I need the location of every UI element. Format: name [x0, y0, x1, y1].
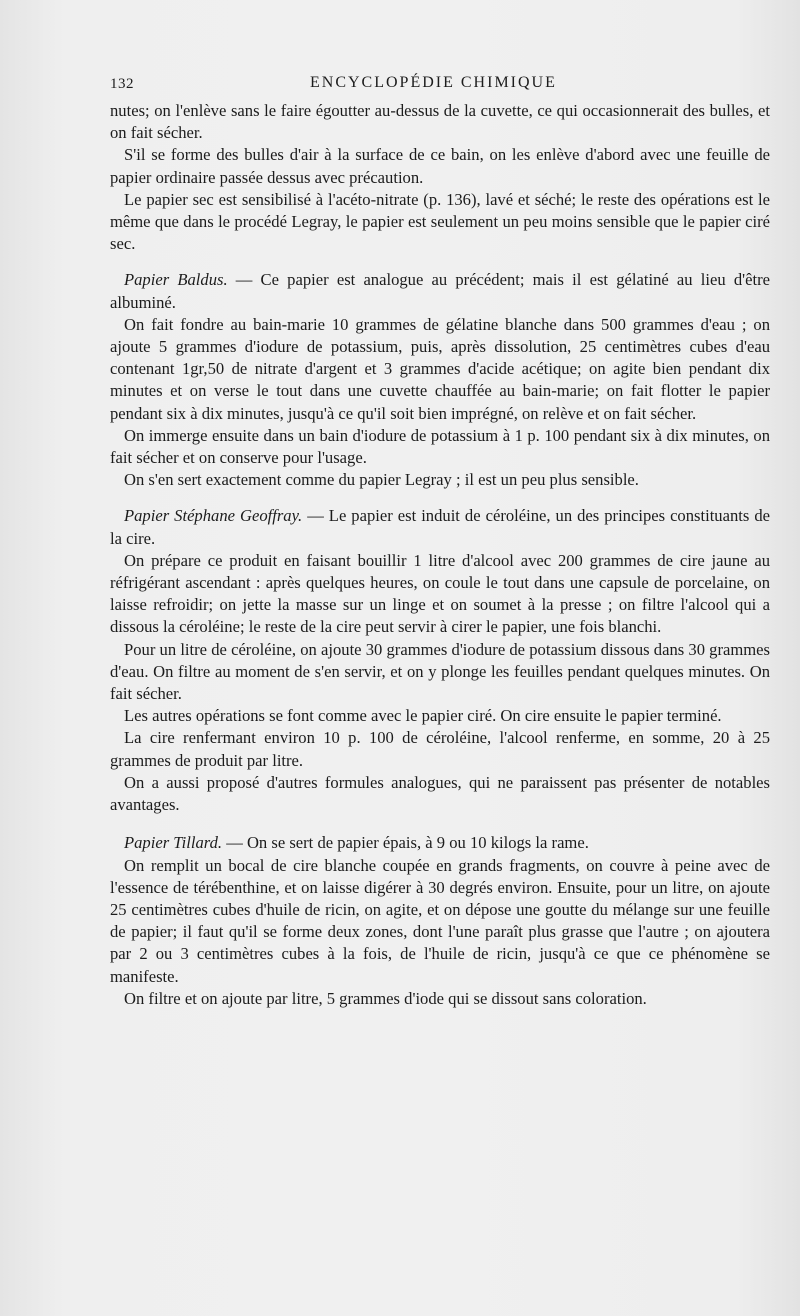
paragraph — [110, 705, 770, 727]
paragraph-text: — On se sert de papier épais, à 9 ou 10 kilogs la rame. — [222, 833, 589, 853]
paragraph — [110, 469, 770, 491]
paragraph — [110, 314, 770, 425]
page-header — [110, 62, 770, 92]
paragraph — [110, 425, 770, 469]
paragraph — [110, 988, 770, 1010]
section-title: Papier Stéphane Geoffray. — [124, 506, 303, 526]
paragraph — [110, 189, 770, 256]
section-title: Papier Tillard. — [124, 833, 223, 853]
page-number: 132 — [110, 76, 134, 92]
paragraph — [110, 100, 770, 144]
paragraph-text: nutes; on l'enlève sans le faire égoutter au-dessus de la cuvette, ce qui occasionnerait des bulles, et on fait sécher. — [110, 101, 770, 143]
paragraph — [110, 772, 770, 816]
paragraph-text: Pour un litre de céroléine, on ajoute 30 grammes d'iodure de potassium dissous dans 30 grammes d'eau. On filtre au moment de s'en servir, et on y plonge les feuilles pendant quelques minutes. On fait sécher. — [110, 639, 770, 704]
section-paragraph — [110, 832, 770, 854]
paragraph-text: — Ce papier est analogue au précédent; mais il est gélatiné au lieu d'être albuminé. — [110, 270, 770, 312]
paragraph-text: La cire renfermant environ 10 p. 100 de céroléine, l'alcool renferme, en somme, 20 à 25 grammes de produit par litre. — [110, 728, 770, 770]
paragraph-text: On remplit un bocal de cire blanche coupée en grands fragments, on couvre à peine avec de l'essence de térébenthine, et on laisse digérer à 30 degrés environ. Ensuite, pour un litre, on ajoute 25 centimètres cubes d'huile de ricin, on agite, et on dépose une goutte du mélange sur une feuille de papier; il faut qu'il se forme deux zones, dont l'une paraît plus grasse que l'autre ; on ajoutera par 2 ou 3 centimètres cubes à la fois, de l'huile de ricin, jusqu'à ce que ce phénomène se manifeste. — [110, 855, 770, 986]
paragraph-text: Le papier sec est sensibilisé à l'acéto-nitrate (p. 136), lavé et séché; le reste des opérations est le même que dans le procédé Legray, le papier est seulement un peu moins sensible que le papier ciré sec. — [110, 189, 770, 254]
paragraph-text: On immerge ensuite dans un bain d'iodure de potassium à 1 p. 100 pendant six à dix minutes, on fait sécher et on conserve pour l'usage. — [110, 425, 770, 468]
section-paragraph — [110, 269, 770, 313]
running-title: ENCYCLOPÉDIE CHIMIQUE — [310, 74, 557, 91]
paragraph-text: On fait fondre au bain-marie 10 grammes de gélatine blanche dans 500 grammes d'eau ; on ajoute 5 grammes d'iodure de potassium, puis, après dissolution, 25 centimètres cubes d'eau contenant 1gr,50 de nitrate d'argent et 3 grammes d'acide acétique; on agite bien pendant dix minutes et on verse le tout dans une cuvette chauffée au bain-marie; on fait flotter le papier pendant six à dix minutes, jusqu'à ce qu'il soit bien imprégné, on relève et on fait sécher. — [110, 314, 770, 423]
paragraph-text: On a aussi proposé d'autres formules analogues, qui ne paraissent pas présenter de notables avantages. — [110, 772, 770, 815]
paragraph-text: On s'en sert exactement comme du papier Legray ; il est un peu plus sensible. — [124, 470, 639, 490]
paragraph — [110, 639, 770, 706]
body-text — [110, 100, 770, 1010]
paragraph — [110, 855, 770, 988]
paragraph — [110, 144, 770, 188]
paragraph — [110, 727, 770, 771]
paragraph-text: On filtre et on ajoute par litre, 5 grammes d'iode qui se dissout sans coloration. — [124, 988, 647, 1008]
paragraph-text: — Le papier est induit de céroléine, un des principes constituants de la cire. — [110, 506, 771, 548]
section-title: Papier Baldus. — [124, 270, 228, 290]
paragraph-text: Les autres opérations se font comme avec le papier ciré. On cire ensuite le papier terminé. — [124, 706, 722, 726]
section-paragraph — [110, 505, 770, 549]
paragraph-text: S'il se forme des bulles d'air à la surface de ce bain, on les enlève d'abord avec une feuille de papier ordinaire passée dessus avec précaution. — [110, 145, 770, 187]
paragraph — [110, 550, 770, 639]
paragraph-text: On prépare ce produit en faisant bouillir 1 litre d'alcool avec 200 grammes de cire jaune au réfrigérant ascendant : après quelques heures, on coule le tout dans une capsule de porcelaine, on laisse refroidir; on jette la masse sur un linge et on soumet à la presse ; on filtre l'alcool qui a dissous la céroléine; le reste de la cire peut servir à cirer le papier, une fois blanchi. — [110, 550, 770, 637]
